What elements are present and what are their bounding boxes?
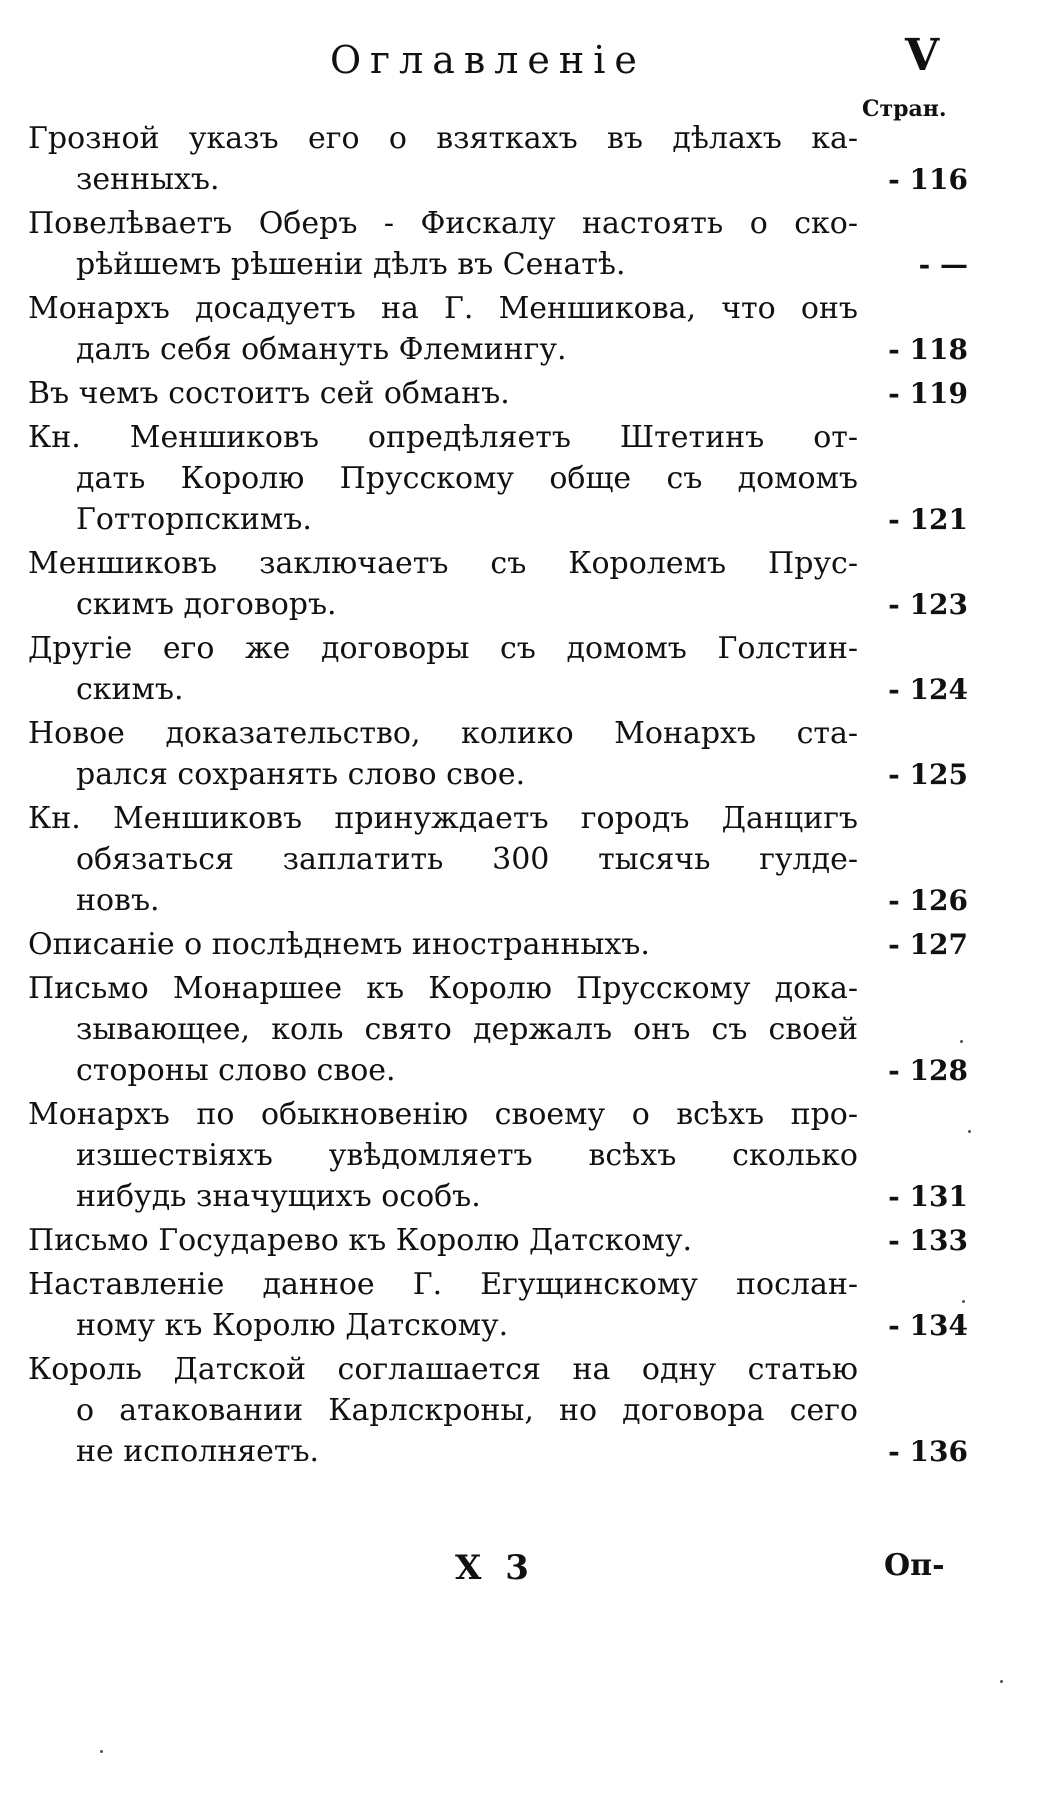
toc-page-number: - 118 (858, 329, 968, 370)
toc-page-number: - 133 (858, 1220, 968, 1261)
toc-entry-line (28, 458, 858, 499)
toc-entry-line (28, 798, 858, 839)
toc-page-number: - 123 (858, 584, 968, 625)
page-number: V (905, 30, 940, 81)
toc-entry-line (28, 159, 968, 200)
toc-entry-text: Монархъ по обыкновенію своему о всѣхъ про- (28, 1097, 858, 1132)
toc-entry-text: зенныхъ. (76, 162, 220, 197)
toc-entry-text: Описаніе о послѣднемъ иностранныхъ. (28, 927, 650, 962)
toc-entry-text: рался сохранять слово свое. (76, 757, 526, 792)
toc-entry-text: стороны слово свое. (76, 1053, 396, 1088)
toc-entry-line (28, 373, 968, 414)
print-speck (1000, 1680, 1003, 1683)
toc-entry-line (28, 329, 968, 370)
toc-entry (28, 118, 968, 200)
toc-entry-text: изшествіяхъ увѣдомляетъ всѣхъ сколько (76, 1138, 858, 1173)
toc-entry-line (28, 1349, 858, 1390)
toc-entry-line (28, 417, 858, 458)
print-speck (960, 1040, 963, 1043)
toc-entry-line (28, 288, 858, 329)
toc-entry-line (28, 499, 968, 540)
toc-entry-text: обязаться заплатить 300 тысячь гулде- (76, 842, 858, 877)
toc-entry (28, 373, 968, 414)
toc-page-number: - 131 (858, 1176, 968, 1217)
toc-entry-line (28, 1264, 858, 1305)
catchword: Оп- (884, 1548, 945, 1583)
toc-page-number: - 128 (858, 1050, 968, 1091)
toc-entry-line (28, 118, 858, 159)
page-column-label: Стран. (862, 96, 947, 122)
toc-page-number: - 127 (858, 924, 968, 965)
toc-entry-line (28, 754, 968, 795)
toc-page-number: - 126 (858, 880, 968, 921)
toc-entry-line (28, 669, 968, 710)
toc-entry-text: Въ чемъ состоитъ сей обманъ. (28, 376, 510, 411)
toc-entry-line (28, 924, 968, 965)
toc-entry-line (28, 1050, 968, 1091)
toc-entry-text: зывающее, коль свято держалъ онъ съ своей (76, 1012, 858, 1047)
toc-entry (28, 1264, 968, 1346)
page-title: Оглавленіе (330, 38, 646, 82)
toc-entry-text: нибудь значущихъ особъ. (76, 1179, 481, 1214)
toc-entry-text: Кн. Меншиковъ опредѣляетъ Штетинъ от- (28, 420, 858, 455)
toc-page-number: - 134 (858, 1305, 968, 1346)
table-of-contents (28, 118, 968, 1475)
toc-entry-line (28, 584, 968, 625)
toc-entry-text: Письмо Государево къ Королю Датскому. (28, 1223, 693, 1258)
toc-entry-text: Письмо Монаршее къ Королю Прусскому дока- (28, 971, 858, 1006)
print-speck (962, 1300, 965, 1303)
toc-page-number: - 136 (858, 1431, 968, 1472)
toc-entry-text: дать Королю Прусскому обще съ домомъ (76, 461, 858, 496)
toc-page-number: - — (858, 244, 968, 285)
toc-entry-line (28, 1390, 858, 1431)
print-speck (968, 1130, 971, 1133)
toc-entry-text: не исполняетъ. (76, 1434, 320, 1469)
toc-entry-text: Готторпскимъ. (76, 502, 312, 537)
toc-entry-text: о атаковании Карлскроны, но договора сего (76, 1393, 858, 1428)
toc-entry-text: новъ. (76, 883, 160, 918)
toc-entry (28, 798, 968, 921)
toc-entry-line (28, 244, 968, 285)
toc-entry-line (28, 1094, 858, 1135)
toc-entry-line (28, 628, 858, 669)
toc-entry-text: скимъ. (76, 672, 184, 707)
toc-entry (28, 543, 968, 625)
toc-entry-line (28, 713, 858, 754)
print-speck (100, 1750, 103, 1753)
toc-entry-line (28, 1135, 858, 1176)
toc-entry-line (28, 1305, 968, 1346)
toc-entry (28, 713, 968, 795)
toc-page-number: - 119 (858, 373, 968, 414)
toc-entry-line (28, 839, 858, 880)
toc-entry-line (28, 880, 968, 921)
toc-page-number: - 124 (858, 669, 968, 710)
toc-entry (28, 203, 968, 285)
toc-entry-text: Другіе его же договоры съ домомъ Голстин- (28, 631, 858, 666)
toc-entry-text: Меншиковъ заключаетъ съ Королемъ Прус- (28, 546, 858, 581)
toc-entry-line (28, 543, 858, 584)
toc-entry-text: Монархъ досадуетъ на Г. Меншикова, что онъ (28, 291, 858, 326)
toc-entry (28, 1094, 968, 1217)
toc-entry-line (28, 1220, 968, 1261)
toc-entry-text: Грозной указъ его о взяткахъ въ дѣлахъ ка- (28, 121, 858, 156)
toc-entry-line (28, 1431, 968, 1472)
toc-entry (28, 417, 968, 540)
toc-entry-text: рѣйшемъ рѣшеніи дѣлъ въ Сенатѣ. (76, 247, 626, 282)
toc-entry-text: Король Датской соглашается на одну статью (28, 1352, 858, 1387)
toc-entry-line (28, 1176, 968, 1217)
toc-entry-text: Наставленіе данное Г. Егущинскому послан- (28, 1267, 858, 1302)
toc-entry-line (28, 1009, 858, 1050)
toc-entry (28, 924, 968, 965)
toc-page-number: - 125 (858, 754, 968, 795)
toc-entry (28, 1220, 968, 1261)
toc-entry (28, 968, 968, 1091)
toc-entry-line (28, 968, 858, 1009)
toc-entry-text: далъ себя обмануть Флемингу. (76, 332, 567, 367)
signature-mark: Х 3 (455, 1548, 535, 1588)
toc-entry-line (28, 203, 858, 244)
toc-entry-text: Повелѣваетъ Оберъ - Фискалу настоять о ско- (28, 206, 858, 241)
toc-entry (28, 1349, 968, 1472)
toc-page-number: - 121 (858, 499, 968, 540)
toc-entry-text: скимъ договоръ. (76, 587, 337, 622)
toc-entry (28, 288, 968, 370)
toc-page-number: - 116 (858, 159, 968, 200)
toc-entry-text: Новое доказательство, колико Монархъ ста- (28, 716, 858, 751)
toc-entry-text: ному къ Королю Датскому. (76, 1308, 509, 1343)
toc-entry (28, 628, 968, 710)
toc-entry-text: Кн. Меншиковъ принуждаетъ городъ Данцигъ (28, 801, 858, 836)
